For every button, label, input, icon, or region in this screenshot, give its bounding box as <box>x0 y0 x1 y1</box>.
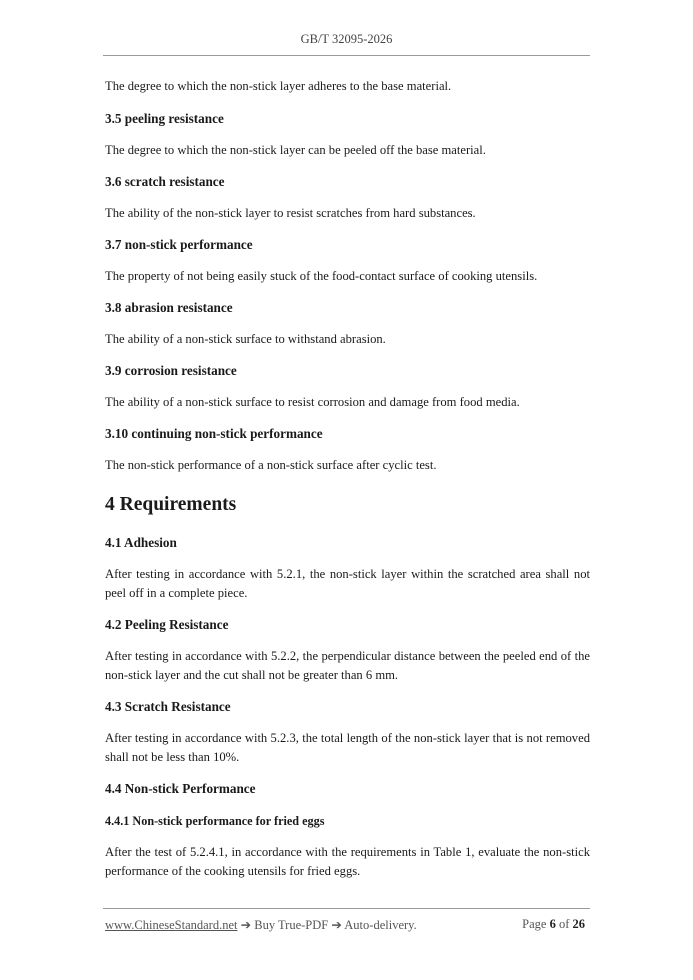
heading-3-6: 3.6 scratch resistance <box>105 174 225 189</box>
heading-3-10: 3.10 continuing non-stick performance <box>105 426 323 441</box>
page-label: Page <box>522 917 547 931</box>
heading-4-2: 4.2 Peeling Resistance <box>105 617 229 632</box>
heading-4-4: 4.4 Non-stick Performance <box>105 781 256 796</box>
page-number <box>522 917 585 932</box>
heading-4-4-1: 4.4.1 Non-stick performance for fried eggs <box>105 814 325 828</box>
requirement-4-1-text: After testing in accordance with 5.2.1, the non-stick layer within the scratched area shall not peel off in a complete piece. <box>105 567 590 600</box>
heading-3-5: 3.5 peeling resistance <box>105 111 224 126</box>
definition-3-8-text: The ability of a non-stick surface to withstand abrasion. <box>105 332 386 346</box>
of-label: of <box>558 917 570 931</box>
arrow-right-icon: ➔ <box>240 918 252 932</box>
heading-4-1: 4.1 Adhesion <box>105 535 177 550</box>
definition-3-6-text: The ability of the non-stick layer to resist scratches from hard substances. <box>105 206 476 220</box>
definition-3-9-text: The ability of a non-stick surface to resist corrosion and damage from food media. <box>105 395 520 409</box>
definition-3-7-text: The property of not being easily stuck of the food-contact surface of cooking utensils. <box>105 269 538 283</box>
heading-3-9: 3.9 corrosion resistance <box>105 363 237 378</box>
requirement-4-2-text: After testing in accordance with 5.2.2, the perpendicular distance between the peeled end of the non-stick layer and the cut shall not be greater than 6 mm. <box>105 649 590 682</box>
buy-pdf-link[interactable]: Buy True-PDF <box>254 918 329 932</box>
section-4-heading: 4 Requirements <box>105 494 237 515</box>
heading-3-8: 3.8 abrasion resistance <box>105 300 233 315</box>
current-page: 6 <box>549 917 556 931</box>
definition-3-4-text: The degree to which the non-stick layer adheres to the base material. <box>105 79 452 93</box>
definition-3-5-text: The degree to which the non-stick layer can be peeled off the base material. <box>105 143 486 157</box>
auto-delivery-text: Auto-delivery. <box>344 918 417 932</box>
requirement-4-3-text: After testing in accordance with 5.2.3, the total length of the non-stick layer that is not removed shall not be less than 10%. <box>105 731 590 764</box>
total-pages: 26 <box>572 917 585 931</box>
footer-promo <box>105 917 417 933</box>
heading-4-3: 4.3 Scratch Resistance <box>105 699 231 714</box>
site-link[interactable]: www.ChineseStandard.net <box>105 918 238 932</box>
requirement-4-4-1-text: After the test of 5.2.4.1, in accordance with the requirements in Table 1, evaluate the non-stick performance of the cooking utensils for fried eggs. <box>105 845 590 878</box>
heading-3-7: 3.7 non-stick performance <box>105 237 253 252</box>
footer-rule <box>103 908 590 909</box>
definition-3-10-text: The non-stick performance of a non-stick surface after cyclic test. <box>105 458 437 472</box>
page-content <box>105 77 590 881</box>
header-rule <box>103 55 590 56</box>
arrow-right-icon: ➔ <box>331 918 342 932</box>
document-code-header: GB/T 32095-2026 <box>300 32 393 46</box>
